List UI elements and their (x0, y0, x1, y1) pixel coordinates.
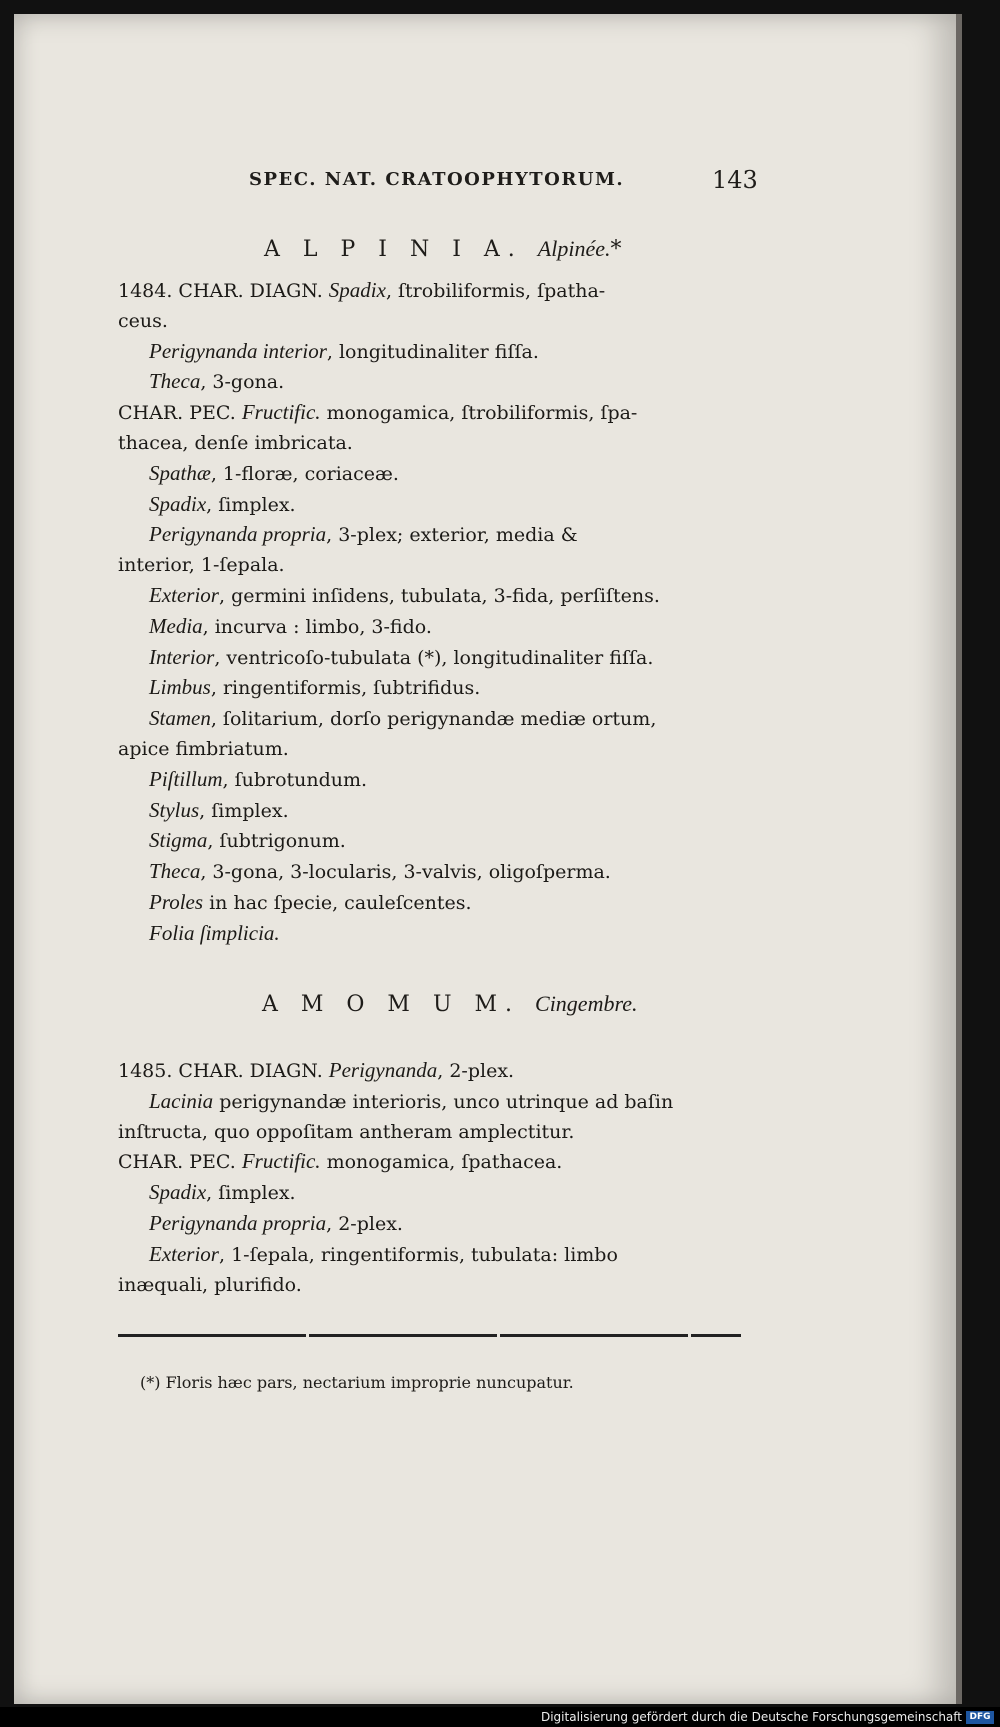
text-line (118, 796, 758, 827)
text-line (118, 490, 758, 521)
text-line (118, 1087, 758, 1118)
line-text: in hac ſpecie, cauleſcentes. (203, 891, 472, 914)
line-prefix: CHAR. PEC. (118, 402, 242, 425)
italic-term: Exterior (149, 582, 219, 607)
text-line (118, 276, 758, 307)
italic-term: Theca (149, 369, 201, 394)
text-line (118, 1271, 758, 1301)
text-line (118, 1147, 758, 1178)
line-text: inſtructa, quo oppoſitam antheram amplectitur. (118, 1120, 575, 1143)
book-page (14, 14, 962, 1704)
digitization-credit: Digitalisierung gefördert durch die Deutsche Forschungsgemeinschaft (540, 1710, 962, 1724)
text-line (118, 643, 758, 674)
italic-term: Perigynanda interior (149, 338, 327, 363)
text-line (118, 765, 758, 796)
line-text: perigynandæ interioris, unco utrinque ad baſin (213, 1090, 674, 1113)
line-text: , ſolitarium, dorſo perigynandæ mediæ ortum, (210, 708, 657, 731)
text-line (118, 888, 758, 919)
text-line (118, 520, 758, 551)
italic-term: Spathæ (149, 460, 211, 485)
section-title-alpinia (264, 236, 629, 262)
french-name: Alpinée. (537, 236, 611, 261)
footnote: (*) Floris hæc pars, nectarium improprie nuncupatur. (140, 1373, 574, 1392)
text-line (118, 398, 758, 429)
line-text: , ſimplex. (206, 493, 296, 516)
line-text: , 1-floræ, coriaceæ. (210, 462, 399, 485)
italic-term: Limbus (149, 675, 211, 700)
text-line (118, 581, 758, 612)
text-line (118, 551, 758, 581)
line-text: , ſubtrigonum. (207, 830, 346, 853)
line-text: inæquali, plurifido. (118, 1273, 302, 1296)
line-text: , ſtrobiliformis, ſpatha- (385, 280, 606, 302)
italic-term: Stigma (149, 828, 208, 853)
credit-bar (0, 1707, 1000, 1727)
line-text: interior, 1-ſepala. (118, 554, 285, 577)
line-text: , 3-gona. (200, 371, 285, 394)
line-prefix: CHAR. PEC. (118, 1151, 242, 1174)
text-line (118, 919, 758, 950)
line-prefix: 1484. CHAR. DIAGN. (118, 280, 329, 302)
running-header: SPEC. NAT. CRATOOPHYTORUM. (249, 169, 625, 190)
italic-term: Stylus (149, 797, 200, 822)
line-text: , incurva : limbo, 3-fido. (202, 615, 432, 638)
line-text: , ſubrotundum. (222, 768, 368, 791)
italic-term: Perigynanda propria (149, 522, 327, 547)
line-text: , ventricoſo-tubulata (*), longitudinaliter fiſſa. (214, 646, 654, 669)
text-line (118, 1118, 758, 1148)
italic-term: Perigynanda (328, 1058, 438, 1082)
line-text: , ſimplex. (206, 1182, 296, 1205)
text-line (118, 459, 758, 490)
text-line (118, 367, 758, 398)
italic-term: Fructific. (241, 400, 321, 425)
text-line (118, 307, 758, 337)
line-text: monogamica, ſtrobiliformis, ſpa- (320, 402, 638, 425)
italic-term: Media (149, 613, 203, 638)
italic-term: Proles (149, 889, 204, 914)
line-prefix: 1485. CHAR. DIAGN. (118, 1060, 329, 1082)
text-line (118, 337, 758, 368)
text-line (118, 1056, 758, 1087)
line-text: , 3-plex; exterior, media & (326, 524, 578, 547)
italic-term: Theca (149, 859, 201, 884)
section-body-amomum (118, 1056, 758, 1300)
french-name: Cingembre. (535, 991, 638, 1016)
line-text: , 2-plex. (326, 1212, 403, 1235)
italic-term: Folia ſimplicia. (149, 920, 280, 945)
line-text: , 1-ſepala, ringentiformis, tubulata: limbo (218, 1243, 618, 1266)
text-line (118, 1209, 758, 1240)
text-line (118, 857, 758, 888)
line-text: monogamica, ſpathacea. (320, 1151, 563, 1174)
italic-term: Interior (149, 644, 215, 669)
footnote-mark: * (610, 237, 630, 262)
line-text: thacea, denſe imbricata. (118, 431, 353, 454)
italic-term: Fructific. (241, 1149, 321, 1174)
italic-term: Exterior (149, 1241, 219, 1266)
line-text: , 3-gona, 3-locularis, 3-valvis, oligoſperma. (200, 861, 611, 884)
line-text: , ſimplex. (199, 799, 289, 822)
text-line (118, 1178, 758, 1209)
italic-term: Spadix (149, 491, 207, 516)
text-line (118, 429, 758, 459)
text-line (118, 673, 758, 704)
italic-term: Stamen (149, 706, 211, 731)
italic-term: Piſtillum (149, 766, 223, 791)
footnote-rule (118, 1334, 750, 1338)
line-text: , ringentiformis, ſubtrifidus. (210, 677, 481, 700)
italic-term: Lacinia (149, 1088, 214, 1113)
section-body-alpinia (118, 276, 758, 950)
line-text: apice fimbriatum. (118, 737, 289, 760)
section-title-amomum (262, 991, 637, 1017)
line-text: , longitudinaliter fiſſa. (326, 340, 539, 363)
text-line (118, 826, 758, 857)
text-line (118, 612, 758, 643)
italic-term: Spadix (149, 1180, 207, 1205)
genus-name: A M O M U M. (262, 992, 521, 1017)
page-number: 143 (712, 166, 758, 194)
text-line (118, 735, 758, 765)
genus-name: A L P I N I A. (264, 237, 523, 262)
italic-term: Perigynanda propria (149, 1210, 327, 1235)
line-text: , germini inſidens, tubulata, 3-fida, perſiſtens. (218, 584, 660, 607)
italic-term: Spadix (328, 278, 386, 302)
text-line (118, 704, 758, 735)
dfg-logo-icon: DFG (966, 1711, 994, 1724)
line-text: ceus. (118, 309, 168, 332)
text-line (118, 1240, 758, 1271)
line-text: , 2-plex. (437, 1060, 515, 1082)
